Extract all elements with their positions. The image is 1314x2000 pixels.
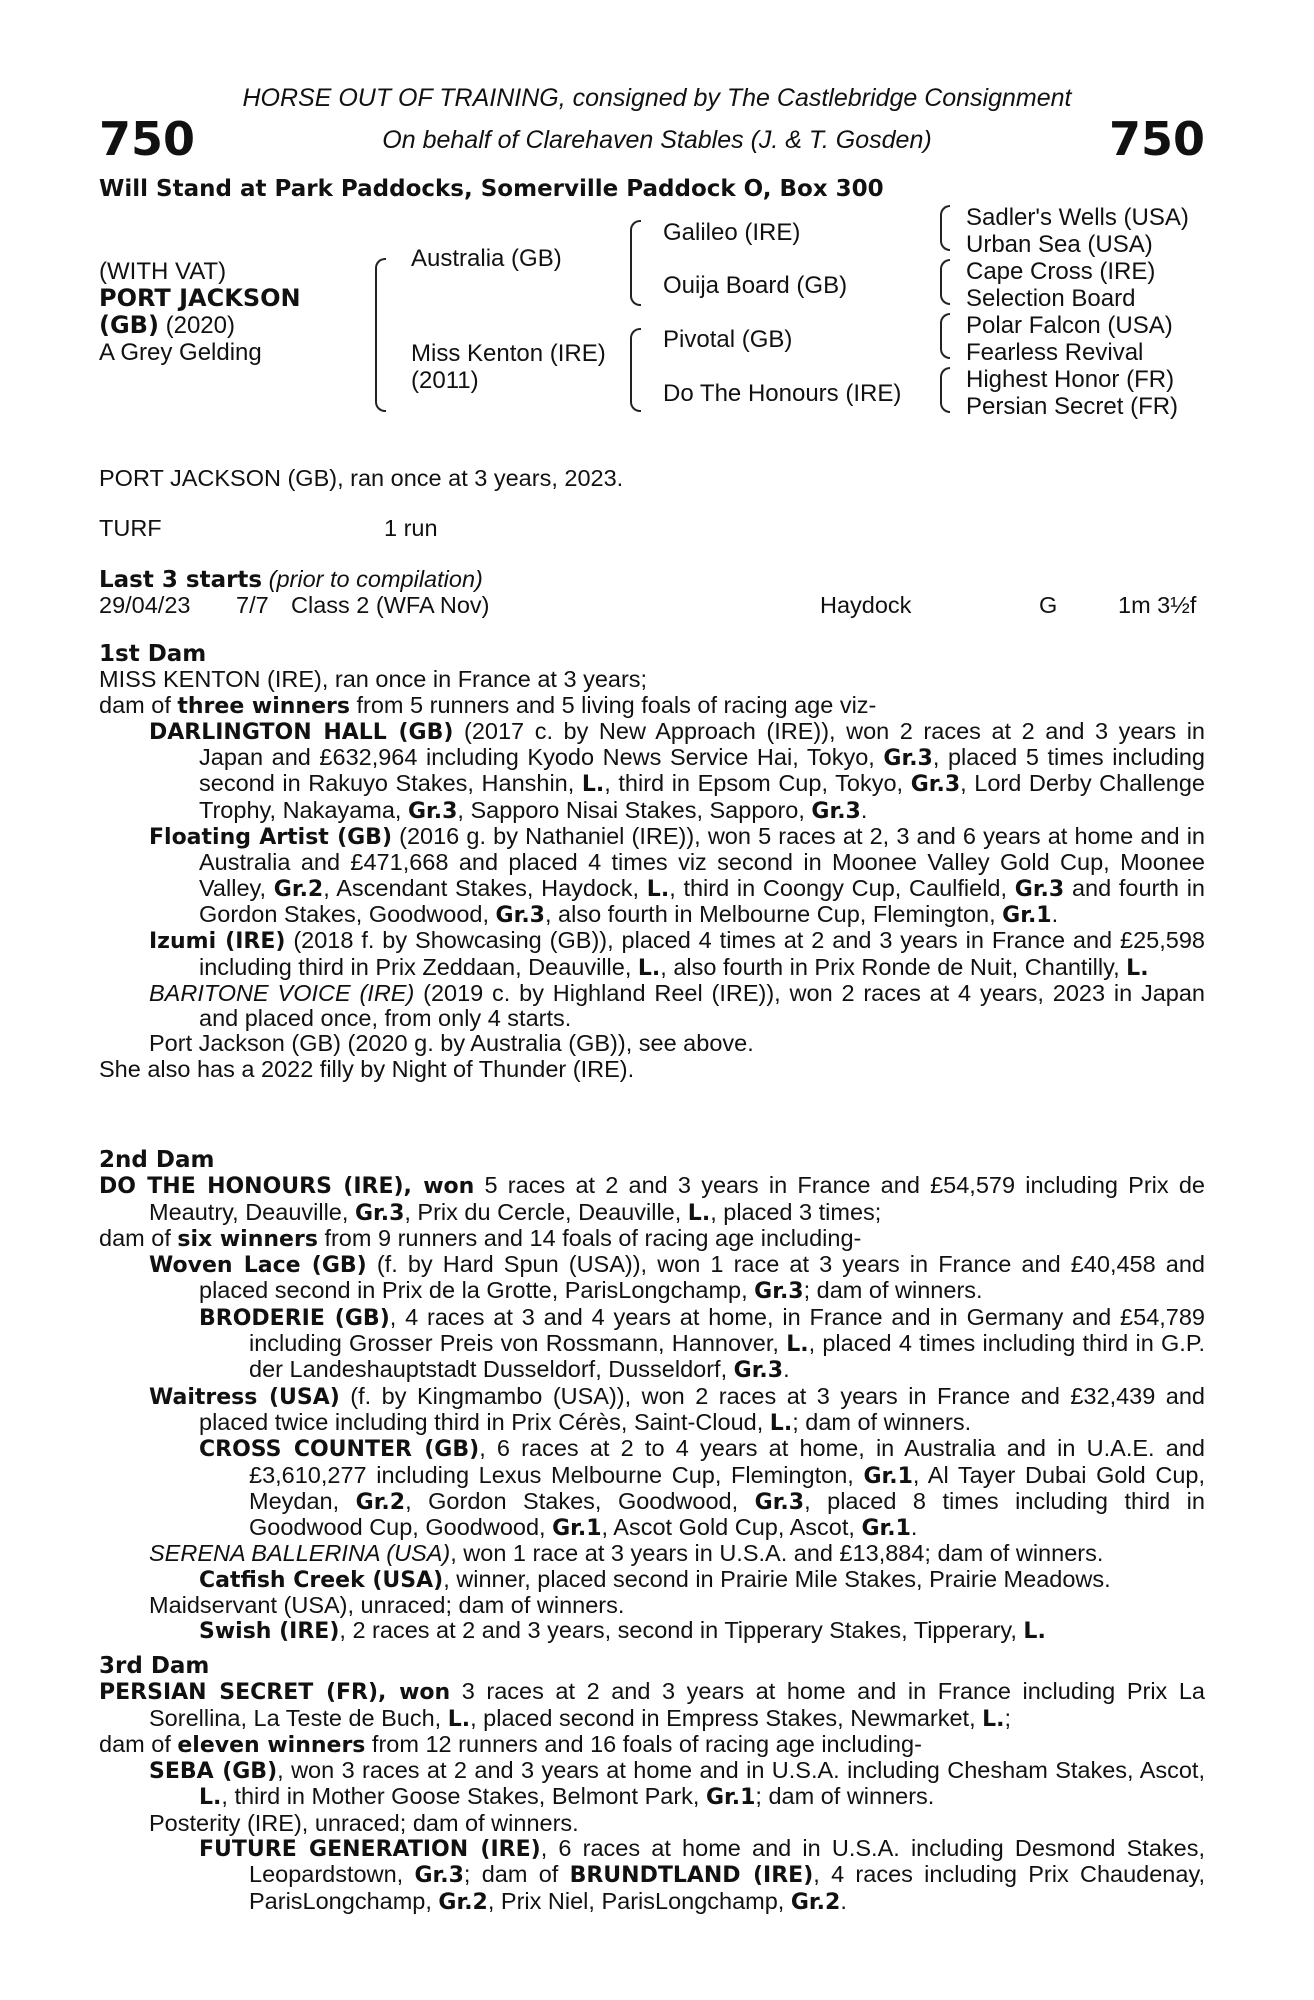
horse-year: (2020) <box>158 312 235 339</box>
offspring-woven-lace: Woven Lace (GB) (f. by Hard Spun (USA)), won 1 race at 3 years in France and £40,458 and placed second in Prix de la Grotte, ParisLongchamp, Gr.3; dam of winners. <box>149 1251 1205 1305</box>
pedigree-g3: Cape Cross (IRE) <box>966 258 1156 285</box>
offspring-posterity: Posterity (IRE), unraced; dam of winners. <box>149 1809 579 1836</box>
first-dam-produce: dam of three winners from 5 runners and 5 living foals of racing age viz- <box>99 691 877 719</box>
horse-origin-year <box>99 311 235 340</box>
pedigree-sire: Australia (GB) <box>411 245 562 272</box>
offspring-catfish-creek: Catfish Creek (USA), winner, placed second in Prairie Mile Stakes, Prairie Meadows. <box>199 1565 1111 1593</box>
lot-number-left: 750 <box>99 112 196 166</box>
second-dam-produce: dam of six winners from 9 runners and 14 foals of racing age including- <box>99 1224 862 1252</box>
pedigree-g1: Sadler's Wells (USA) <box>966 204 1189 231</box>
pedigree-dam-dam: Do The Honours (IRE) <box>663 380 902 407</box>
pedigree-sire-dam: Ouija Board (GB) <box>663 272 848 299</box>
offspring-2022-filly: She also has a 2022 filly by Night of Thunder (IRE). <box>99 1055 635 1082</box>
offspring-maidservant: Maidservant (USA), unraced; dam of winners. <box>149 1592 625 1619</box>
stand-location: Will Stand at Park Paddocks, Somerville Paddock O, Box 300 <box>99 176 884 202</box>
last-starts-heading <box>99 566 483 593</box>
offspring-darlington-hall: DARLINGTON HALL (GB) (2017 c. by New Approach (IRE)), won 2 races at 2 and 3 years in Japan and £632,964 including Kyodo News Service Hai, Tokyo, Gr.3, placed 5 times including second in Rakuyo Stakes, Hanshin, L., third in Epsom Cup, Tokyo, Gr.3, Lord Derby Challenge Trophy, Nakayama, Gr.3, Sapporo Nisai Stakes, Sapporo, Gr.3. <box>149 717 1206 824</box>
pedigree-dam-year: (2011) <box>411 367 479 394</box>
start-going: G <box>1039 592 1058 618</box>
consignment-line: HORSE OUT OF TRAINING, consigned by The Castlebridge Consignment <box>242 84 1072 112</box>
pedigree-g2: Urban Sea (USA) <box>966 231 1153 258</box>
pedigree-dam: Miss Kenton (IRE) <box>411 340 606 367</box>
vat-note: (WITH VAT) <box>99 258 227 285</box>
turf-label: TURF <box>99 515 162 541</box>
third-dam-section <box>99 1654 1205 1915</box>
offspring-port-jackson: Port Jackson (GB) (2020 g. by Australia (GB)), see above. <box>149 1030 754 1057</box>
lot-number-right: 750 <box>1108 112 1205 166</box>
start-race: Class 2 (WFA Nov) <box>291 592 490 618</box>
pedigree-g8: Persian Secret (FR) <box>966 393 1179 420</box>
last-starts-title: Last 3 starts <box>99 567 263 593</box>
pedigree-g7: Highest Honor (FR) <box>966 366 1175 393</box>
pedigree-brace <box>940 367 950 413</box>
start-date: 29/04/23 <box>99 592 191 618</box>
offspring-broderie: BRODERIE (GB), 4 races at 3 and 4 years at home, in France and in Germany and £54,789 including Grosser Preis von Rossmann, Hannover, L., placed 4 times including third in G.P. der Landeshauptstadt Dusseldorf, Dusseldorf, Gr.3. <box>199 1303 1206 1384</box>
offspring-baritone-voice: BARITONE VOICE (IRE) (2019 c. by Highland Reel (IRE)), won 2 races at 4 years, 2023 in Japan and placed once, from only 4 starts. <box>149 979 1205 1032</box>
pedigree-brace <box>630 220 641 306</box>
behalf-line: On behalf of Clarehaven Stables (J. & T. Gosden) <box>382 126 932 154</box>
pedigree-brace <box>940 205 950 251</box>
pedigree-g5: Polar Falcon (USA) <box>966 312 1173 339</box>
pedigree-brace <box>940 259 950 305</box>
offspring-izumi: Izumi (IRE) (2018 f. by Showcasing (GB)), placed 4 times at 2 and 3 years in France and £25,598 including third in Prix Zeddaan, Deauville, L., also fourth in Prix Ronde de Nuit, Chantilly, L. <box>149 927 1205 981</box>
horse-description: A Grey Gelding <box>99 339 262 366</box>
second-dam-section <box>99 1148 1205 1645</box>
second-dam-record: DO THE HONOURS (IRE), won 5 races at 2 and 3 years in France and £54,579 including Prix de Meautry, Deauville, Gr.3, Prix du Cercle, Deauville, L., placed 3 times; <box>99 1172 1205 1226</box>
racing-summary: PORT JACKSON (GB), ran once at 3 years, 2023. <box>99 465 624 491</box>
offspring-cross-counter: CROSS COUNTER (GB), 6 races at 2 to 4 years at home, in Australia and in U.A.E. and £3,610,277 including Lexus Melbourne Cup, Flemington, Gr.1, Al Tayer Dubai Gold Cup, Meydan, Gr.2, Gordon Stakes, Goodwood, Gr.3, placed 8 times including third in Goodwood Cup, Goodwood, Gr.1, Ascot Gold Cup, Ascot, Gr.1. <box>199 1435 1205 1542</box>
offspring-waitress: Waitress (USA) (f. by Kingmambo (USA)), won 2 races at 3 years in France and £32,439 and placed twice including third in Prix Cérès, Saint-Cloud, L.; dam of winners. <box>149 1382 1205 1436</box>
third-dam-produce: dam of eleven winners from 12 runners and 16 foals of racing age including- <box>99 1730 922 1758</box>
offspring-floating-artist: Floating Artist (GB) (2016 g. by Nathaniel (IRE)), won 5 races at 2, 3 and 6 years at home and in Australia and £471,668 and placed 4 times viz second in Moonee Valley Gold Cup, Moonee Valley, Gr.2, Ascendant Stakes, Haydock, L., third in Coongy Cup, Caulfield, Gr.3 and fourth in Gordon Stakes, Goodwood, Gr.3, also fourth in Melbourne Cup, Flemington, Gr.1. <box>149 823 1206 928</box>
pedigree-g6: Fearless Revival <box>966 339 1144 366</box>
first-dam-intro: MISS KENTON (IRE), ran once in France at 3 years; <box>99 666 648 693</box>
pedigree-brace <box>940 313 950 359</box>
first-dam-heading: 1st Dam <box>99 641 207 667</box>
pedigree-brace <box>630 328 641 412</box>
horse-name: PORT JACKSON <box>99 284 301 312</box>
turf-runs: 1 run <box>384 515 438 541</box>
pedigree-brace <box>375 258 386 412</box>
first-dam-section <box>99 642 1205 1082</box>
start-position: 7/7 <box>236 592 269 618</box>
third-dam-record: PERSIAN SECRET (FR), won 3 races at 2 and 3 years at home and in France including Prix La Sorellina, La Teste de Buch, L., placed second in Empress Stakes, Newmarket, L.; <box>99 1678 1205 1732</box>
start-course: Haydock <box>820 592 912 618</box>
pedigree-dam-sire: Pivotal (GB) <box>663 326 793 353</box>
second-dam-heading: 2nd Dam <box>99 1147 215 1173</box>
offspring-swish: Swish (IRE), 2 races at 2 and 3 years, second in Tipperary Stakes, Tipperary, L. <box>199 1617 1046 1645</box>
start-distance: 1m 3½f <box>1118 592 1197 618</box>
last-starts-note: (prior to compilation) <box>262 566 483 592</box>
offspring-serena-ballerina: SERENA BALLERINA (USA), won 1 race at 3 years in U.S.A. and £13,884; dam of winners. <box>149 1540 1104 1567</box>
horse-country: (GB) <box>99 311 159 339</box>
pedigree-sire-sire: Galileo (IRE) <box>663 219 801 246</box>
offspring-future-generation: FUTURE GENERATION (IRE), 6 races at home and in U.S.A. including Desmond Stakes, Leopardstown, Gr.3; dam of BRUNDTLAND (IRE), 4 races including Prix Chaudenay, ParisLongchamp, Gr.2, Prix Niel, ParisLongchamp, Gr.2. <box>199 1835 1205 1915</box>
pedigree-g4: Selection Board <box>966 285 1136 312</box>
third-dam-heading: 3rd Dam <box>99 1653 210 1679</box>
offspring-seba: SEBA (GB), won 3 races at 2 and 3 years at home and in U.S.A. including Chesham Stakes, Ascot, L., third in Mother Goose Stakes, Belmont Park, Gr.1; dam of winners. <box>149 1757 1205 1811</box>
